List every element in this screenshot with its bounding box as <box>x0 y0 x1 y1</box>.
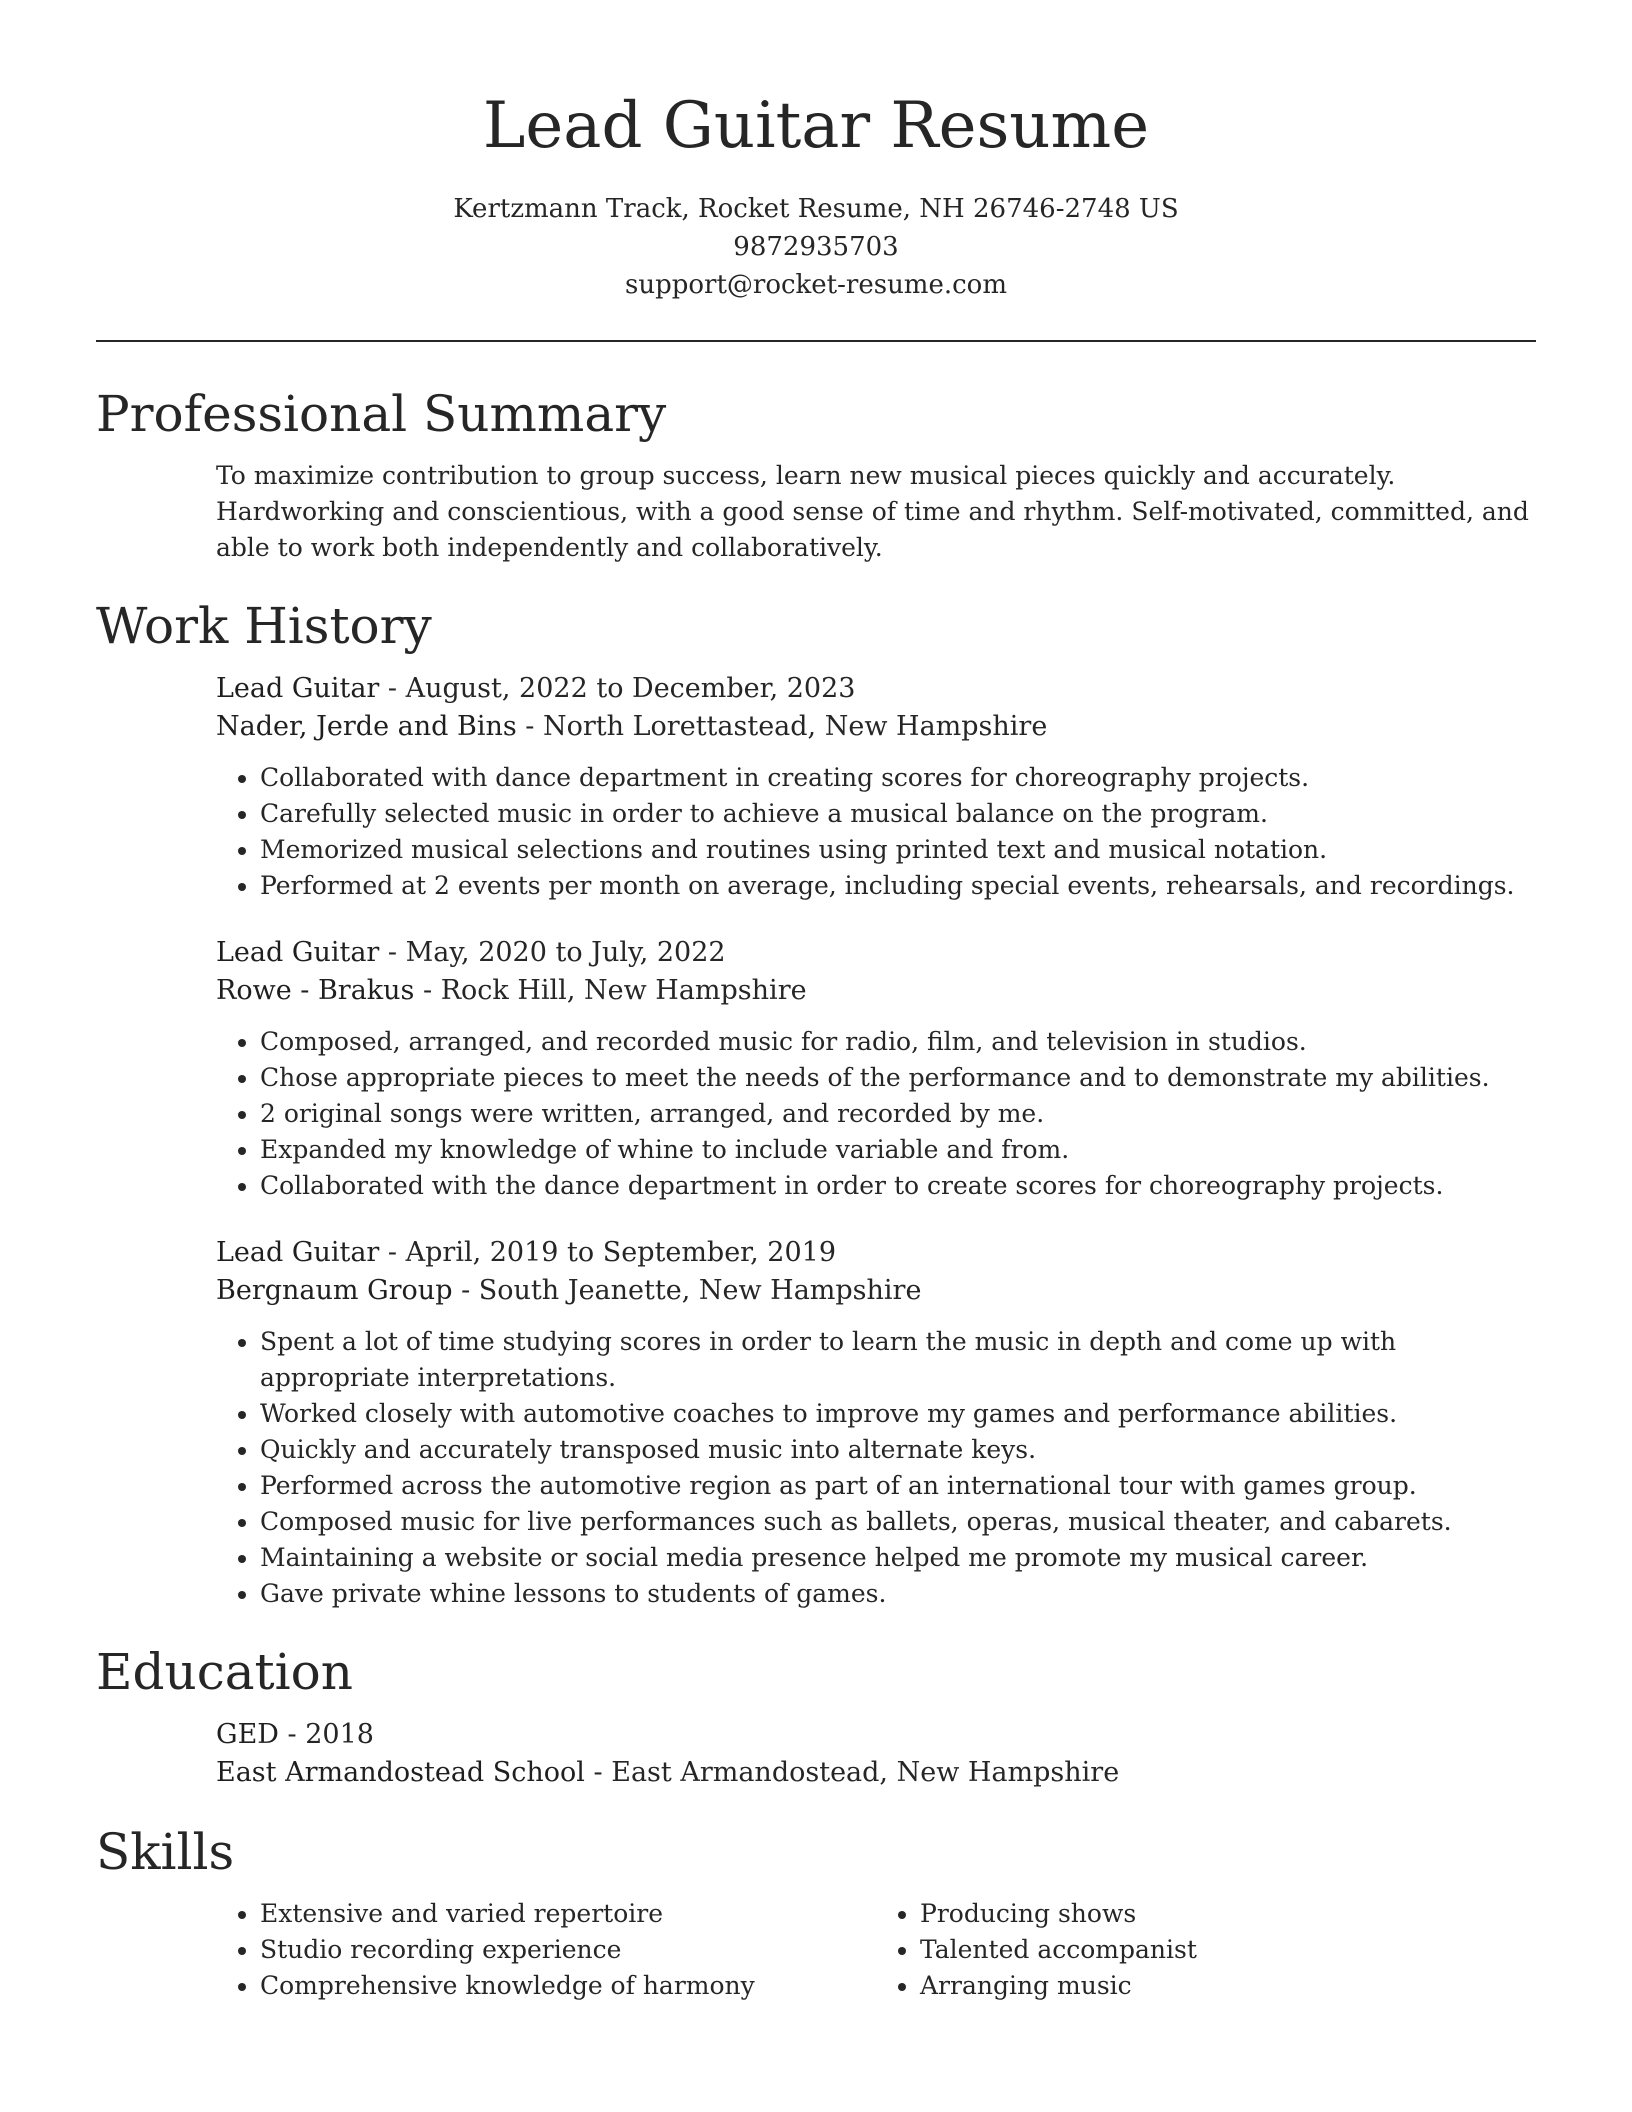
list-item: • Producing shows <box>920 1896 1536 1932</box>
resume-title: Lead Guitar Resume <box>482 89 1150 163</box>
list-item: • Arranging music <box>920 1968 1536 2004</box>
header-divider <box>96 340 1536 342</box>
list-item: • Comprehensive knowledge of harmony <box>260 1968 876 2004</box>
skills-columns <box>216 1896 1536 2004</box>
list-item: • Expanded my knowledge of whine to include variable and from. <box>260 1132 1536 1168</box>
job-entry <box>216 1234 1536 1612</box>
work-body <box>216 670 1536 1612</box>
job-bullets <box>216 1024 1536 1204</box>
list-item: • Memorized musical selections and routines using printed text and musical notation. <box>260 832 1536 868</box>
education-body <box>216 1716 1536 1792</box>
job-title: Lead Guitar <box>216 937 380 968</box>
separator: - <box>414 975 441 1006</box>
job-entry <box>216 670 1536 904</box>
job-bullets <box>216 1324 1536 1612</box>
skills-heading: Skills <box>96 1823 235 1881</box>
job-company: Nader, Jerde and Bins <box>216 711 517 742</box>
job-location: North Lorettastead, New Hampshire <box>543 711 1048 742</box>
job-dates: April, 2019 to September, 2019 <box>405 1237 837 1268</box>
job-location: South Jeanette, New Hampshire <box>478 1275 922 1306</box>
list-item: • Composed music for live performances such as ballets, operas, musical theater, and cabarets. <box>260 1504 1536 1540</box>
job-company-line <box>216 708 1536 746</box>
list-item: • Quickly and accurately transposed music into alternate keys. <box>260 1432 1536 1468</box>
list-item: • Performed at 2 events per month on average, including special events, rehearsals, and recordings. <box>260 868 1536 904</box>
job-title: Lead Guitar <box>216 673 380 704</box>
separator: - <box>278 1719 306 1750</box>
list-item: • Talented accompanist <box>920 1932 1536 1968</box>
work-section <box>96 596 1536 1612</box>
education-school: East Armandostead School <box>216 1757 585 1788</box>
education-degree-line <box>216 1716 1536 1754</box>
job-company-line <box>216 1272 1536 1310</box>
education-location: East Armandostead, New Hampshire <box>611 1757 1120 1788</box>
summary-heading: Professional Summary <box>96 385 667 443</box>
separator: - <box>379 1237 406 1268</box>
job-bullets <box>216 760 1536 904</box>
list-item: • Carefully selected music in order to achieve a musical balance on the program. <box>260 796 1536 832</box>
resume-header <box>0 0 1632 304</box>
education-school-line <box>216 1754 1536 1792</box>
list-item: • Maintaining a website or social media presence helped me promote my musical career. <box>260 1540 1536 1576</box>
separator: - <box>516 711 544 742</box>
job-dates: May, 2020 to July, 2022 <box>405 937 726 968</box>
list-item: • 2 original songs were written, arranged, and recorded by me. <box>260 1096 1536 1132</box>
job-title-line <box>216 1234 1536 1272</box>
job-dates: August, 2022 to December, 2023 <box>405 673 856 704</box>
job-company: Rowe - Brakus <box>216 975 415 1006</box>
list-item: • Composed, arranged, and recorded music for radio, film, and television in studios. <box>260 1024 1536 1060</box>
list-item: • Chose appropriate pieces to meet the needs of the performance and to demonstrate my abilities. <box>260 1060 1536 1096</box>
education-section <box>96 1642 1536 1792</box>
list-item: • Collaborated with the dance department in order to create scores for choreography projects. <box>260 1168 1536 1204</box>
list-item: • Spent a lot of time studying scores in order to learn the music in depth and come up with appropriate interpretations. <box>260 1324 1536 1396</box>
list-item: • Gave private whine lessons to students of games. <box>260 1576 1536 1612</box>
summary-body <box>216 458 1536 566</box>
job-title-line <box>216 934 1536 972</box>
work-heading: Work History <box>96 597 432 655</box>
education-heading: Education <box>96 1643 353 1701</box>
list-item: • Performed across the automotive region as part of an international tour with games group. <box>260 1468 1536 1504</box>
job-company-line <box>216 972 1536 1010</box>
separator: - <box>379 673 406 704</box>
job-title-line <box>216 670 1536 708</box>
skills-section <box>96 1822 1536 2004</box>
education-year: 2018 <box>305 1719 374 1750</box>
summary-text: To maximize contribution to group success, learn new musical pieces quickly and accurately. Hardworking and conscientious, with a good sense of time and rhythm. Self-motivated, committed, and able to work both independently and collaboratively. <box>216 461 1529 562</box>
list-item: • Collaborated with dance department in creating scores for choreography projects. <box>260 760 1536 796</box>
education-degree: GED <box>216 1719 279 1750</box>
job-company: Bergnaum Group <box>216 1275 453 1306</box>
skills-list-right <box>876 1896 1536 2004</box>
skills-list-left <box>216 1896 876 2004</box>
job-entry <box>216 934 1536 1204</box>
separator: - <box>452 1275 479 1306</box>
skills-body <box>216 1896 1536 2004</box>
separator: - <box>584 1757 612 1788</box>
list-item: • Worked closely with automotive coaches to improve my games and performance abilities. <box>260 1396 1536 1432</box>
separator: - <box>379 937 406 968</box>
summary-section <box>96 384 1536 566</box>
contact-address: Kertzmann Track, Rocket Resume, NH 26746-2748 US <box>453 194 1179 224</box>
list-item: • Extensive and varied repertoire <box>260 1896 876 1932</box>
contact-block <box>0 190 1632 304</box>
contact-phone: 9872935703 <box>733 232 899 262</box>
job-location: Rock Hill, New Hampshire <box>440 975 807 1006</box>
contact-email: support@rocket-resume.com <box>624 270 1007 300</box>
job-title: Lead Guitar <box>216 1237 380 1268</box>
list-item: • Studio recording experience <box>260 1932 876 1968</box>
